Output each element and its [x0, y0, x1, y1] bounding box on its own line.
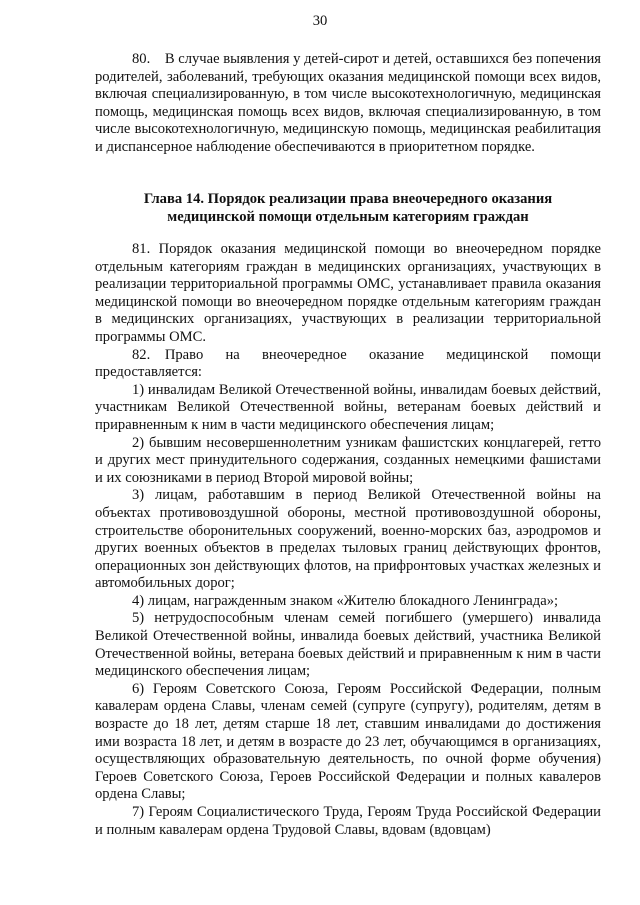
list-item-7: 7) Героям Социалистического Труда, Героям Труда Российской Федерации и полным кавалерам ордена Трудовой Славы, вдовам (вдовцам) [95, 804, 601, 838]
list-item-3: 3) лицам, работавшим в период Великой Отечественной войны на объектах противовоздушной обороны, местной противовоздушной обороны, строительстве оборонительных сооружений, военно-морских баз, аэродромов и других военных объектов в пределах тыловых границ действующих фронтов, операционных зон действующих флотов, на прифронтовых участках железных и автомобильных дорог; [95, 487, 601, 592]
paragraph-block-80 [95, 51, 601, 157]
paragraph-82: 82. Право на внеочередное оказание медицинской помощи предоставляется: [95, 346, 601, 381]
paragraph-80: 80. В случае выявления у детей-сирот и детей, оставшихся без попечения родителей, заболеваний, требующих оказания медицинской помощи всех видов, включая специализированную, в том числе высокотехнологичную, медицинская помощь, медицинская помощь всех видов, включая специализированную, в том числе высокотехнологичную, медицинскую помощь, медицинская реабилитация и диспансерное наблюдение обеспечиваются в приоритетном порядке. [95, 51, 601, 155]
chapter-heading-line-1: Глава 14. Порядок реализации права внеочередного оказания [143, 191, 553, 207]
chapter-heading [95, 191, 601, 226]
list-item-6: 6) Героям Советского Союза, Героям Российской Федерации, полным кавалерам ордена Славы, членам семей (супруге (супругу), родителям, детям в возрасте до 18 лет, детям старше 18 лет, ставшим инвалидами до достижения ими возраста 18 лет, и детям в возрасте до 23 лет, обучающимся в организациях, осуществляющих образовательную деятельность, по очной форме обучения) Героев Советского Союза, Героев Российской Федерации и полных кавалеров ордена Славы; [95, 680, 601, 803]
page-number: 30 [312, 13, 328, 29]
paragraph-block-81-82 [95, 241, 601, 839]
list-item-2: 2) бывшим несовершеннолетним узникам фашистских концлагерей, гетто и других мест принудительного содержания, созданных немецкими фашистами и их союзниками в период Второй мировой войны; [95, 434, 601, 486]
list-item-4: 4) лицам, награжденным знаком «Жителю блокадного Ленинграда»; [132, 592, 559, 609]
list-item-1: 1) инвалидам Великой Отечественной войны, инвалидам боевых действий, участникам Великой Отечественной войны, ветеранам боевых действий и приравненным к ним в части медицинского обеспечения лицам; [95, 381, 601, 433]
paragraph-81: 81. Порядок оказания медицинской помощи во внеочередном порядке отдельным категориям граждан в медицинских организациях, участвующих в реализации территориальной программы ОМС, устанавливает правила оказания медицинской помощи во внеочередном порядке отдельным категориям граждан в медицинских организациях, участвующих в реализации территориальной программы ОМС. [95, 241, 601, 345]
list-item-5: 5) нетрудоспособным членам семей погибшего (умершего) инвалида Великой Отечественной войны, инвалида боевых действий, участника Великой Отечественной войны, ветерана боевых действий и приравненным к ним в части медицинского обеспечения лицам; [95, 610, 601, 680]
chapter-heading-line-2: медицинской помощи отдельным категориям граждан [167, 208, 529, 225]
